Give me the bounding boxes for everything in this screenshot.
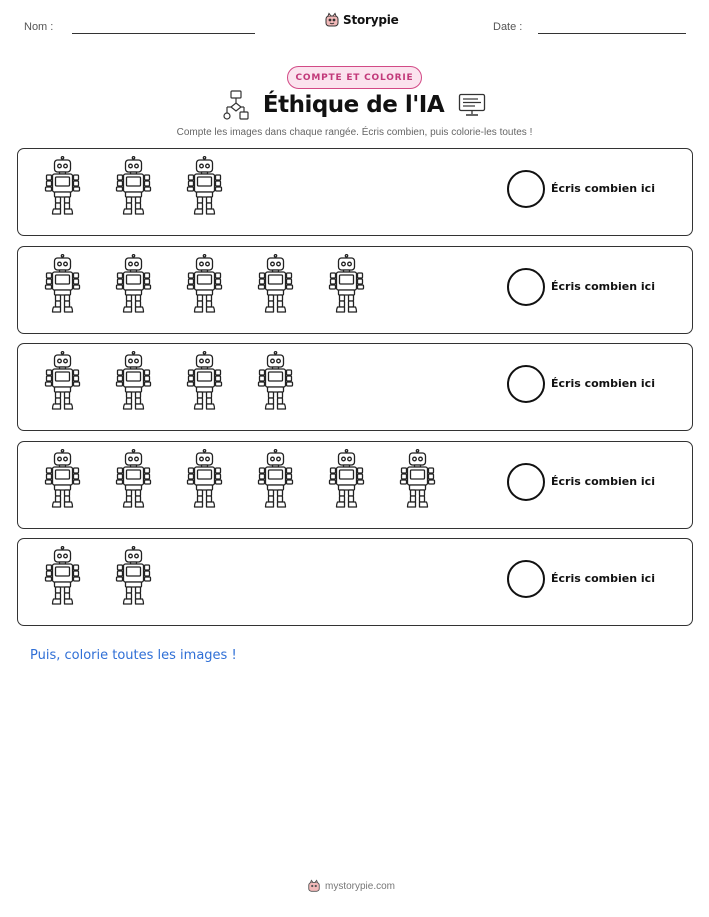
title-row xyxy=(0,90,709,120)
robot-icon xyxy=(174,449,235,513)
answer-circle[interactable] xyxy=(507,560,545,598)
name-label: Nom : xyxy=(24,21,54,33)
robot-group xyxy=(32,254,377,326)
robot-icon xyxy=(245,449,306,513)
answer-label: Écris combien ici xyxy=(551,572,655,585)
answer-circle[interactable] xyxy=(507,463,545,501)
counting-row xyxy=(17,246,693,334)
robot-icon xyxy=(174,351,235,415)
robot-icon xyxy=(245,254,306,318)
robot-group xyxy=(32,449,448,521)
name-line xyxy=(72,33,255,34)
counting-row xyxy=(17,441,693,529)
robot-group xyxy=(32,156,235,228)
counting-row xyxy=(17,148,693,236)
robot-icon xyxy=(103,156,164,220)
footer-brand xyxy=(307,879,395,893)
robot-icon xyxy=(32,351,93,415)
answer-label: Écris combien ici xyxy=(551,280,655,293)
page-title: Éthique de l'IA xyxy=(262,92,445,118)
computer-monitor-icon xyxy=(458,93,486,117)
answer-circle[interactable] xyxy=(507,365,545,403)
instructions: Compte les images dans chaque rangée. Écris combien, puis colorie-les toutes ! xyxy=(176,127,533,138)
robot-icon xyxy=(316,449,377,513)
storypie-logo-icon xyxy=(324,12,340,28)
robot-icon xyxy=(103,254,164,318)
answer-circle[interactable] xyxy=(507,268,545,306)
robot-icon xyxy=(103,449,164,513)
brand-name: Storypie xyxy=(343,13,399,27)
answer-label: Écris combien ici xyxy=(551,377,655,390)
activity-badge: COMPTE ET COLORIE xyxy=(287,66,422,89)
robot-icon xyxy=(32,254,93,318)
robot-icon xyxy=(245,351,306,415)
robot-group xyxy=(32,546,164,618)
robot-icon xyxy=(174,254,235,318)
storypie-logo-icon xyxy=(307,879,321,893)
counting-row xyxy=(17,538,693,626)
counting-row xyxy=(17,343,693,431)
robot-group xyxy=(32,351,306,423)
robot-icon xyxy=(174,156,235,220)
robot-icon xyxy=(32,449,93,513)
color-instruction: Puis, colorie toutes les images ! xyxy=(30,648,237,663)
answer-label: Écris combien ici xyxy=(551,182,655,195)
robot-icon xyxy=(316,254,377,318)
brand xyxy=(324,12,399,28)
robot-icon xyxy=(387,449,448,513)
answer-label: Écris combien ici xyxy=(551,475,655,488)
robot-icon xyxy=(32,156,93,220)
robot-icon xyxy=(103,351,164,415)
robot-icon xyxy=(32,546,93,610)
robot-icon xyxy=(103,546,164,610)
date-line xyxy=(538,33,686,34)
flowchart-icon xyxy=(223,90,249,120)
footer-url: mystorypie.com xyxy=(325,880,396,892)
date-label: Date : xyxy=(493,21,523,33)
answer-circle[interactable] xyxy=(507,170,545,208)
